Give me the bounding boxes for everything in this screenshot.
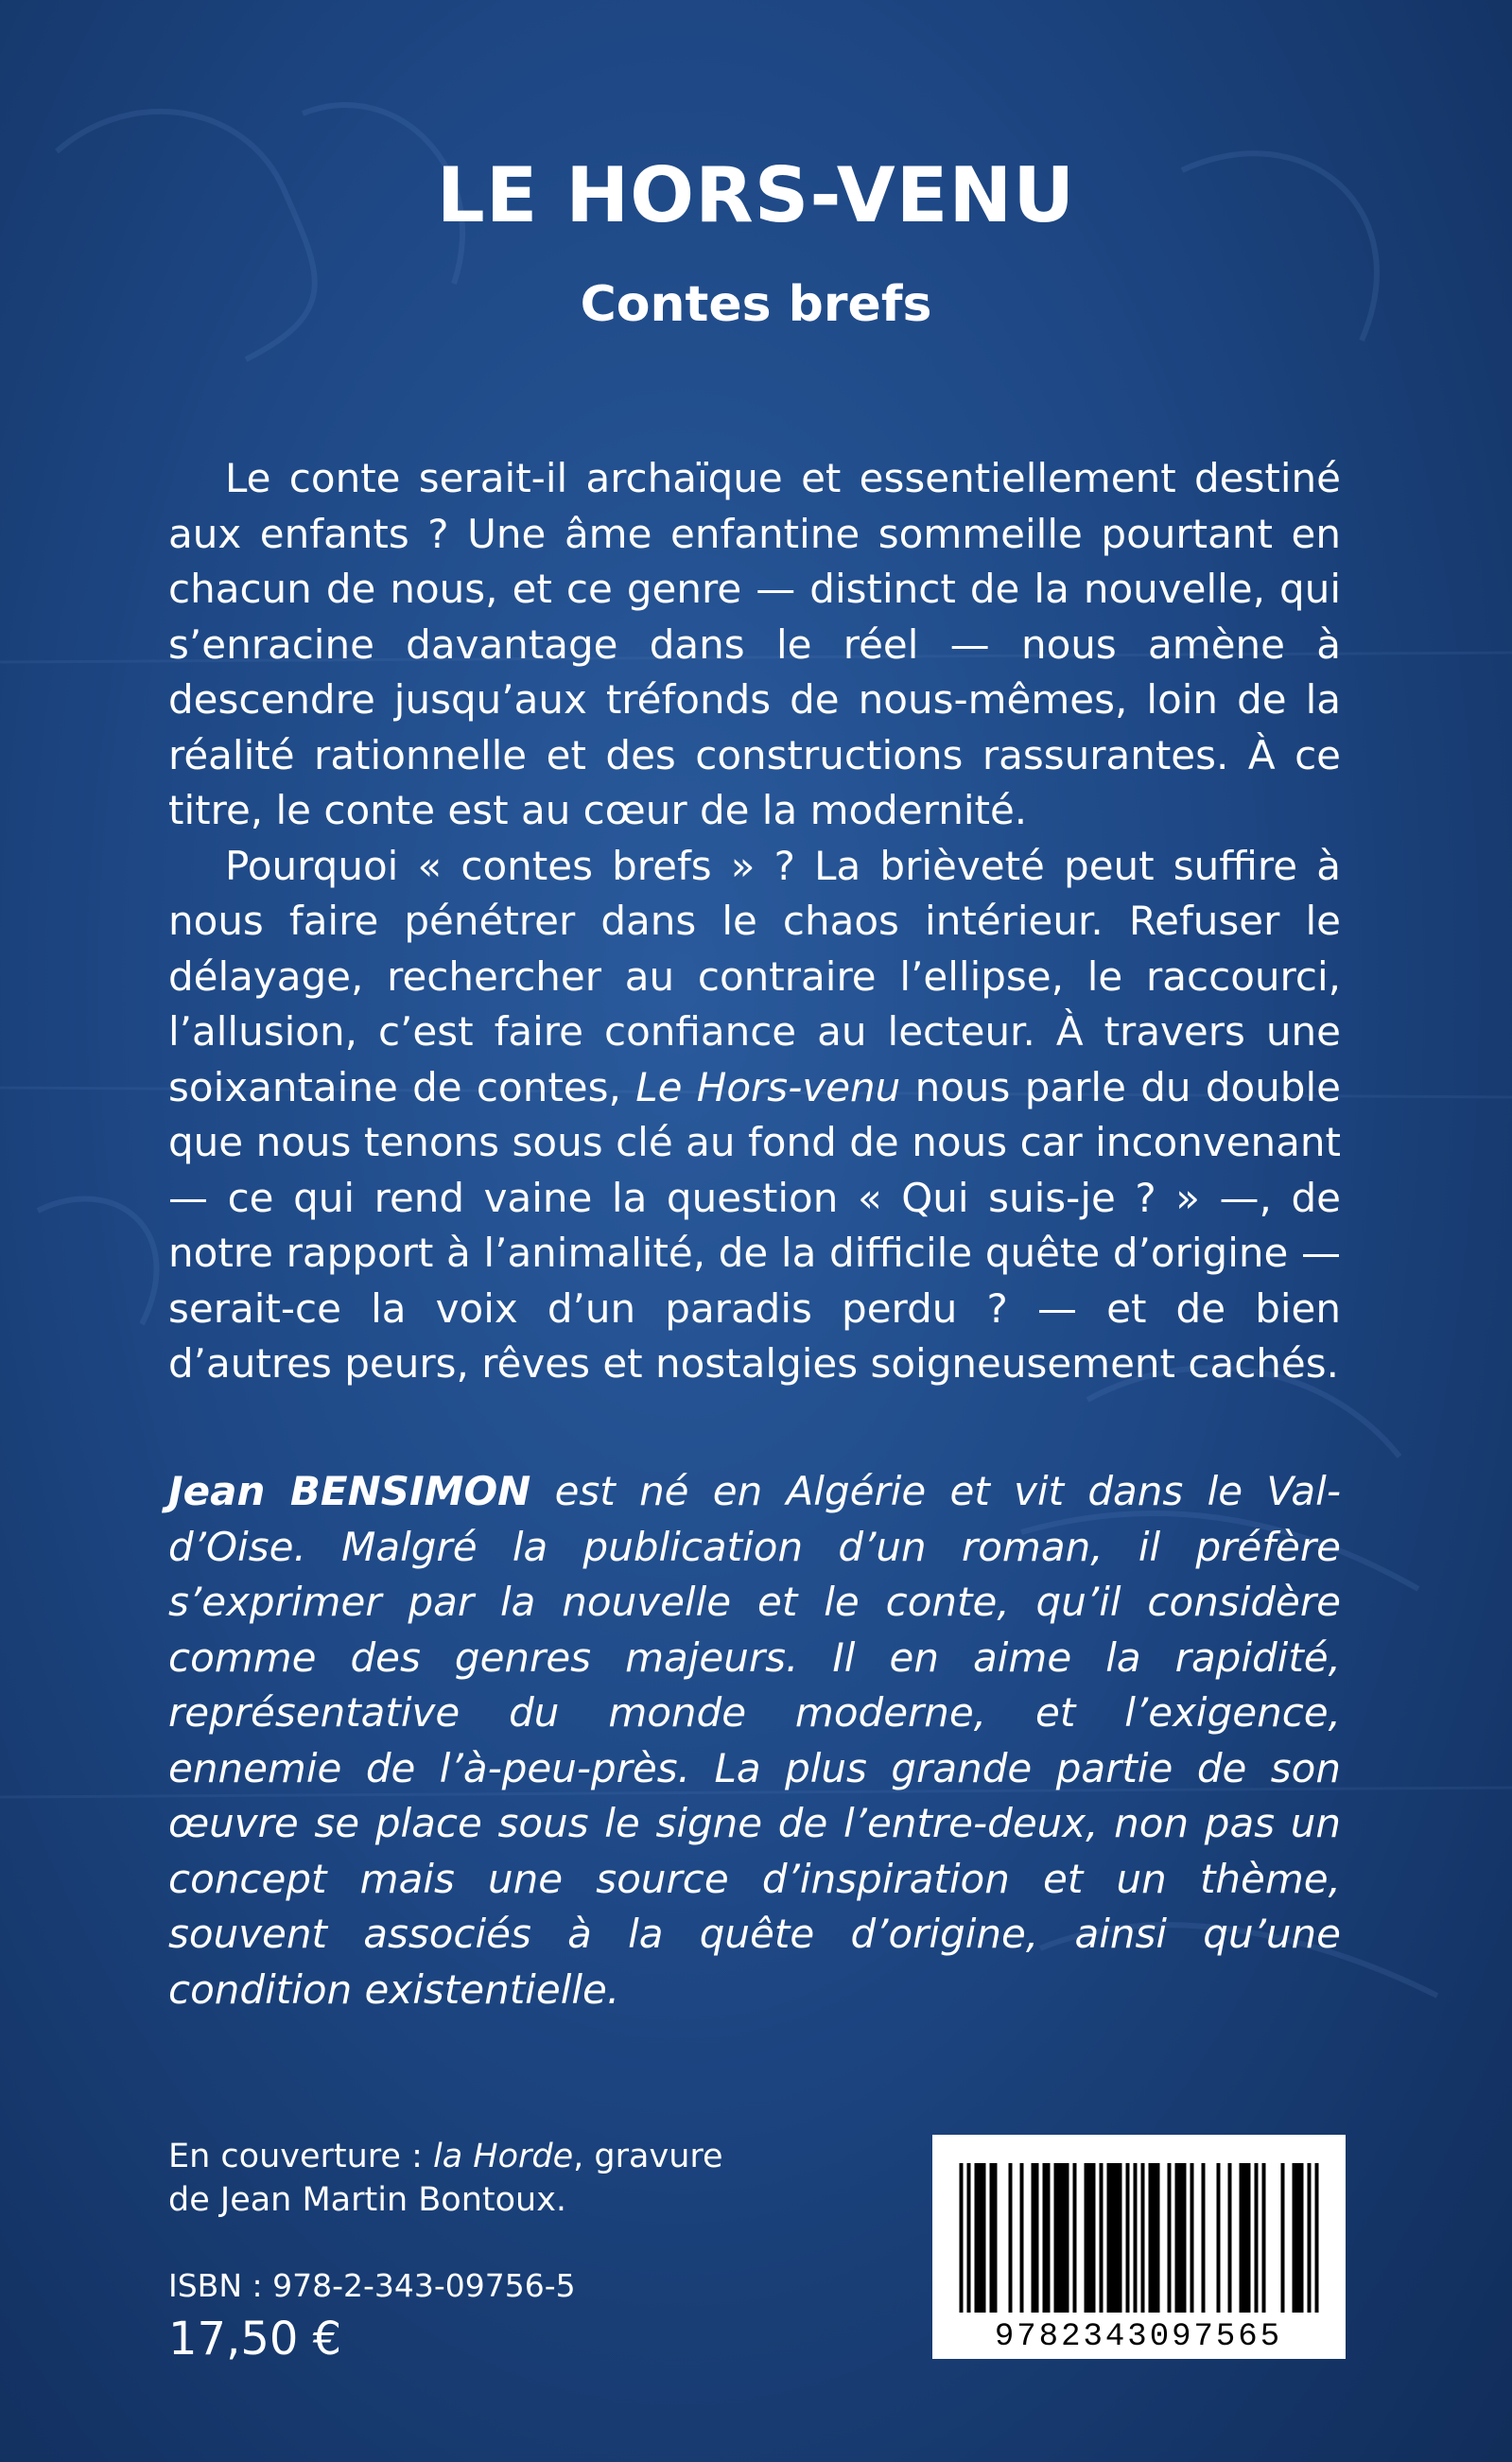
credit-work: la Horde: [433, 2138, 574, 2175]
barcode-bar: [1293, 2163, 1296, 2313]
credit-line-2: de Jean Martin Bontoux.: [168, 2181, 567, 2219]
book-title: LE HORS-VENU: [436, 151, 1076, 239]
barcode: [932, 2135, 1346, 2359]
barcode-bar: [1179, 2163, 1183, 2313]
barcode-bar: [1058, 2163, 1062, 2313]
blurb-paragraph-1: Le conte serait-il archaïque et essentiellement destiné aux enfants ? Une âme enfantine sommeille pourtant en chacun de nous, et ce genre — distinct de la nouvelle, qui s’enracine davantage dans le réel — nous amène à descendre jusqu’aux tréfonds de nous-mêmes, loin de la réalité rationnelle et des constructions rassurantes. À ce titre, le conte est au cœur de la modernité.: [168, 455, 1341, 833]
barcode-bar: [1020, 2163, 1024, 2313]
barcode-bar: [1168, 2163, 1172, 2313]
barcode-bar: [1247, 2163, 1251, 2313]
credit-prefix: En couverture :: [168, 2138, 433, 2175]
barcode-bar: [1202, 2163, 1206, 2313]
barcode-bar: [975, 2163, 979, 2313]
barcode-bar: [1115, 2163, 1119, 2313]
author-bio-text: est né en Algérie et vit dans le Val-d’Oise. Malgré la publication d’un roman, il préfère s’exprimer par la nouvelle et le conte, qu’il considère comme des genres majeurs. Il en aime la rapidité, représentative du monde moderne, et l’exigence, ennemie de l’à-peu-près. La plus grande partie de son œuvre se place sous le signe de l’entre-deux, non pas un concept mais une source d’inspiration et un thème, souvent associés à la quête d’origine, ainsi qu’une condition existentielle.: [168, 1468, 1341, 2013]
barcode-bar: [990, 2163, 994, 2313]
barcode-bar: [1092, 2163, 1096, 2313]
blurb-p2-title: Le Hors-venu: [635, 1063, 901, 1110]
barcode-bar: [967, 2163, 971, 2313]
barcode-bar: [1183, 2163, 1187, 2313]
barcode-bar: [1255, 2163, 1259, 2313]
barcode-bar: [1054, 2163, 1058, 2313]
barcode-bar: [1009, 2163, 1013, 2313]
barcode-bar: [1308, 2163, 1312, 2313]
author-bio: [168, 1464, 1341, 2017]
blurb-p2-end: nous parle du double que nous tenons sous clé au fond de nous car inconvenant — ce qui rend vaine la question « Qui suis-je ? » —, de notre rapport à l’animalité, de la difficile quête d’origine — serait-ce la voix d’un paradis perdu ? — et de bien d’autres peurs, rêves et nostalgies soigneusement cachés.: [168, 1063, 1341, 1387]
blurb-p2-start: Pourquoi « contes brefs » ? La brièveté peut suffire à nous faire pénétrer dans le chaos intérieur. Refuser le délayage, rechercher au contraire l’ellipse, le raccourci, l’allusion, c’est faire confiance au lecteur. À travers une soixantaine de contes,: [168, 842, 1341, 1110]
barcode-bar: [1156, 2163, 1160, 2313]
barcode-bar: [1217, 2163, 1221, 2313]
author-name: Jean BENSIMON: [168, 1468, 531, 1514]
barcode-bar: [960, 2163, 964, 2313]
barcode-bar: [1085, 2163, 1088, 2313]
price: 17,50 €: [168, 2313, 342, 2366]
barcode-bar: [1141, 2163, 1145, 2313]
barcode-bar: [1190, 2163, 1194, 2313]
barcode-graphic: [932, 2135, 1346, 2359]
blurb-paragraph-2: [168, 839, 1341, 1392]
barcode-digits: 9782343097565: [994, 2319, 1283, 2355]
barcode-bar: [1281, 2163, 1285, 2313]
barcode-bar: [1032, 2163, 1035, 2313]
barcode-bar: [1047, 2163, 1051, 2313]
barcode-bar: [1315, 2163, 1319, 2313]
barcode-bar: [1228, 2163, 1232, 2313]
barcode-bar: [1126, 2163, 1130, 2313]
barcode-bar: [1035, 2163, 1039, 2313]
barcode-bar: [1149, 2163, 1153, 2313]
barcode-bar: [1262, 2163, 1266, 2313]
barcode-bar: [994, 2163, 998, 2313]
book-subtitle: Contes brefs: [580, 276, 932, 333]
barcode-bar: [1066, 2163, 1069, 2313]
barcode-bar: [1043, 2163, 1047, 2313]
barcode-bar: [1111, 2163, 1115, 2313]
barcode-bar: [1073, 2163, 1077, 2313]
isbn: ISBN : 978-2-343-09756-5: [168, 2267, 576, 2304]
barcode-bar: [1153, 2163, 1156, 2313]
barcode-bar: [1107, 2163, 1111, 2313]
barcode-bar: [1240, 2163, 1243, 2313]
barcode-bar: [1175, 2163, 1179, 2313]
barcode-bar: [1119, 2163, 1122, 2313]
credit-line-1: [168, 2135, 755, 2178]
barcode-bar: [979, 2163, 982, 2313]
author-paragraph: [168, 1464, 1341, 2017]
barcode-bar: [1296, 2163, 1300, 2313]
credit-suffix: , gravure: [573, 2138, 723, 2175]
barcode-bar: [1062, 2163, 1066, 2313]
barcode-bar: [1088, 2163, 1092, 2313]
cover-credit: [168, 2135, 755, 2222]
barcode-bar: [982, 2163, 986, 2313]
barcode-bar: [1300, 2163, 1304, 2313]
barcode-bar: [1134, 2163, 1138, 2313]
blurb: [168, 451, 1341, 1392]
barcode-bar: [1100, 2163, 1104, 2313]
barcode-bar: [1243, 2163, 1247, 2313]
